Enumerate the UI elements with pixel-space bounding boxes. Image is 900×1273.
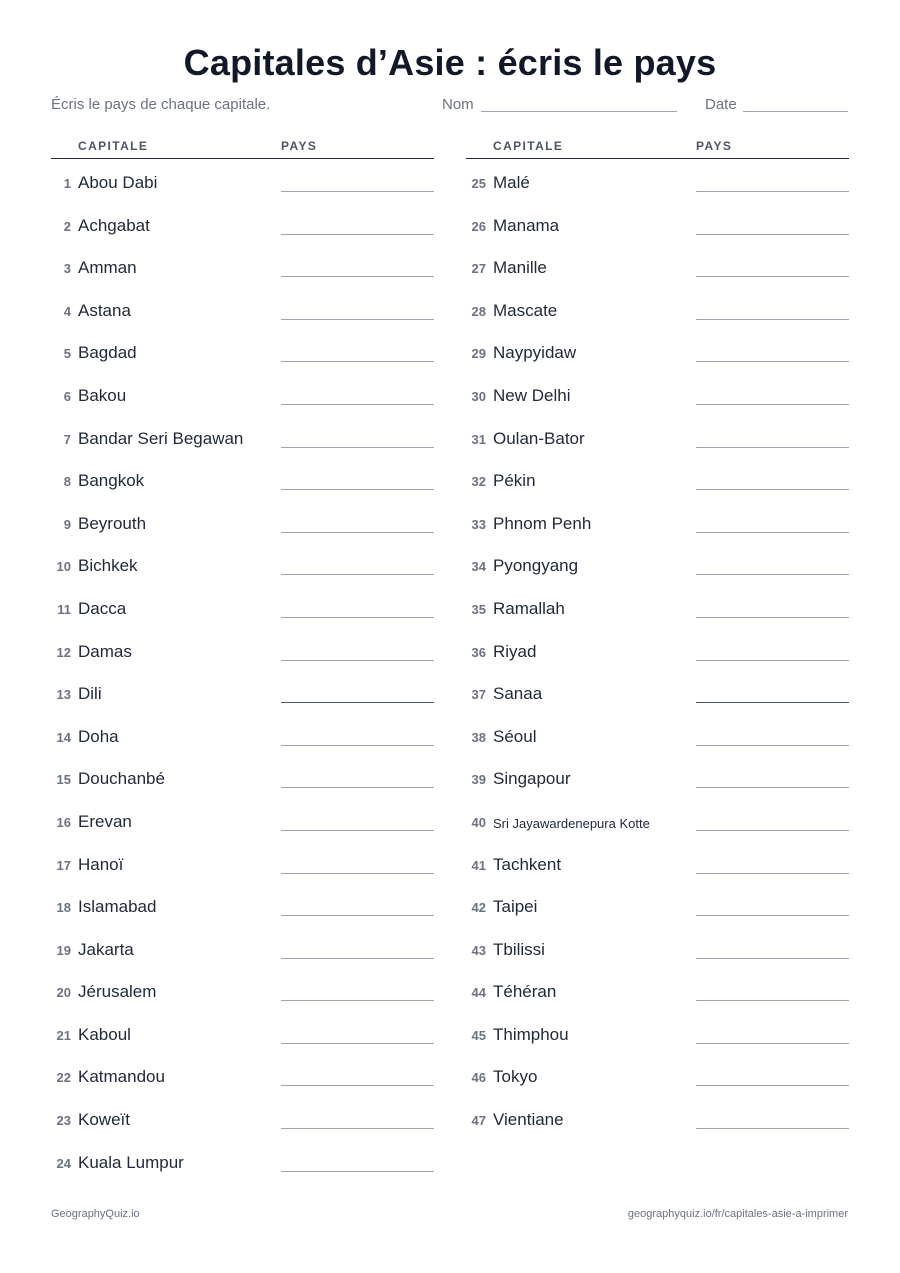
capital-name: Beyrouth [78, 513, 147, 533]
country-answer-field[interactable] [281, 1171, 434, 1172]
list-item [51, 968, 434, 1011]
list-item [51, 202, 434, 245]
item-number: 26 [471, 218, 486, 234]
capital-name: Singapour [493, 769, 571, 789]
item-number: 32 [471, 474, 486, 490]
country-answer-field[interactable] [696, 447, 849, 448]
list-item [51, 798, 434, 841]
list-item [466, 713, 849, 756]
item-number: 33 [471, 516, 486, 532]
list-item [466, 500, 849, 543]
list-item [466, 287, 849, 330]
item-number: 39 [471, 772, 486, 788]
capital-name: Hanoï [78, 854, 124, 874]
item-number: 11 [57, 601, 71, 617]
country-answer-field[interactable] [696, 702, 849, 703]
country-answer-field[interactable] [281, 234, 434, 235]
item-number: 3 [63, 261, 71, 277]
item-number: 34 [471, 559, 486, 575]
item-number: 42 [471, 900, 486, 916]
right-rows [466, 159, 849, 1139]
item-number: 2 [63, 218, 71, 234]
left-rows [51, 159, 434, 1181]
item-number: 5 [63, 346, 71, 362]
country-answer-field[interactable] [696, 660, 849, 661]
capital-name: Achgabat [78, 215, 150, 235]
country-answer-field[interactable] [281, 191, 434, 192]
capital-name: Katmandou [78, 1067, 165, 1087]
item-number: 36 [471, 644, 486, 660]
list-item [51, 1139, 434, 1182]
list-item [466, 244, 849, 287]
item-number: 16 [56, 814, 71, 830]
item-number: 22 [56, 1070, 71, 1086]
list-item [466, 415, 849, 458]
capital-name: Tbilissi [493, 939, 545, 959]
item-number: 7 [63, 431, 71, 447]
item-number: 46 [471, 1070, 486, 1086]
list-item [51, 500, 434, 543]
list-item [51, 713, 434, 756]
name-label: Nom [442, 96, 474, 113]
footer-brand: GeographyQuiz.io [51, 1208, 140, 1220]
item-number: 27 [471, 261, 486, 277]
left-column-header [51, 137, 434, 159]
capital-name: Séoul [493, 726, 537, 746]
right-column-header [466, 137, 849, 159]
capital-name: Dili [78, 684, 102, 704]
country-answer-field[interactable] [696, 873, 849, 874]
item-number: 10 [56, 559, 71, 575]
list-item [51, 372, 434, 415]
country-answer-field[interactable] [696, 574, 849, 575]
instructions-text: Écris le pays de chaque capitale. [51, 96, 271, 113]
country-answer-field[interactable] [696, 1085, 849, 1086]
list-item [466, 372, 849, 415]
item-number: 15 [56, 772, 71, 788]
list-item [51, 1096, 434, 1139]
list-item [466, 202, 849, 245]
capital-name: Tachkent [493, 854, 562, 874]
item-number: 37 [471, 687, 486, 703]
country-answer-field[interactable] [281, 447, 434, 448]
item-number: 8 [63, 474, 71, 490]
capital-column-heading: CAPITALE [493, 139, 564, 153]
list-item [466, 926, 849, 969]
capital-name: Amman [78, 258, 137, 278]
item-number: 35 [471, 601, 486, 617]
country-answer-field[interactable] [281, 745, 434, 746]
capital-name: Manama [493, 215, 560, 235]
capital-name: Dacca [78, 598, 127, 618]
capital-name: Sanaa [493, 684, 543, 704]
item-number: 13 [56, 687, 71, 703]
date-field[interactable] [743, 111, 848, 112]
item-number: 30 [471, 388, 486, 404]
date-label: Date [705, 96, 737, 113]
country-answer-field[interactable] [696, 958, 849, 959]
capital-name: Abou Dabi [78, 173, 158, 192]
country-answer-field[interactable] [696, 234, 849, 235]
capital-name: Doha [78, 726, 119, 746]
list-item [51, 926, 434, 969]
country-answer-field[interactable] [281, 830, 434, 831]
capital-name: Bagdad [78, 343, 137, 363]
country-answer-field[interactable] [696, 276, 849, 277]
country-answer-field[interactable] [696, 404, 849, 405]
item-number: 43 [471, 942, 486, 958]
footer-url: geographyquiz.io/fr/capitales-asie-a-imprimer [627, 1208, 848, 1220]
country-answer-field[interactable] [696, 532, 849, 533]
country-answer-field[interactable] [696, 787, 849, 788]
list-item [466, 542, 849, 585]
capital-name: Thimphou [493, 1024, 569, 1044]
capital-name: New Delhi [493, 385, 571, 405]
list-item [466, 1096, 849, 1139]
list-item [51, 244, 434, 287]
list-item [51, 883, 434, 926]
country-answer-field[interactable] [696, 1128, 849, 1129]
country-answer-field[interactable] [281, 1128, 434, 1129]
capital-name: Bakou [78, 385, 127, 405]
list-item [466, 1011, 849, 1054]
list-item [51, 542, 434, 585]
item-number: 28 [471, 303, 486, 319]
country-answer-field[interactable] [281, 660, 434, 661]
item-number: 21 [56, 1027, 71, 1043]
capital-name: Téhéran [493, 982, 557, 1002]
list-item [51, 1011, 434, 1054]
country-answer-field[interactable] [696, 1043, 849, 1044]
item-number: 17 [56, 857, 71, 873]
list-item [51, 159, 434, 202]
country-answer-field[interactable] [281, 361, 434, 362]
capital-name: Naypyidaw [493, 343, 577, 363]
capital-name: Tokyo [493, 1067, 538, 1087]
item-number: 6 [63, 388, 71, 404]
item-number: 4 [63, 303, 71, 319]
capital-name: Manille [493, 258, 547, 278]
list-item [466, 159, 849, 202]
country-answer-field[interactable] [281, 319, 434, 320]
country-answer-field[interactable] [281, 1085, 434, 1086]
list-item [466, 968, 849, 1011]
capital-name: Kuala Lumpur [78, 1152, 184, 1172]
capital-name: Astana [78, 300, 131, 320]
country-answer-field[interactable] [281, 915, 434, 916]
country-answer-field[interactable] [696, 617, 849, 618]
item-number: 29 [471, 346, 486, 362]
list-item [466, 585, 849, 628]
item-number: 1 [63, 176, 71, 191]
country-answer-field[interactable] [696, 489, 849, 490]
list-item [51, 585, 434, 628]
list-item [466, 670, 849, 713]
country-answer-field[interactable] [281, 532, 434, 533]
capital-name: Riyad [493, 641, 537, 661]
item-number: 9 [63, 516, 71, 532]
capital-name: Vientiane [493, 1110, 564, 1130]
name-field[interactable] [481, 111, 677, 112]
list-item [51, 329, 434, 372]
capital-name: Bandar Seri Begawan [78, 428, 244, 448]
capital-name: Taipei [493, 897, 538, 917]
item-number: 20 [56, 985, 71, 1001]
list-item [466, 883, 849, 926]
capital-name: Islamabad [78, 897, 157, 917]
item-number: 31 [471, 431, 486, 447]
list-item [466, 755, 849, 798]
capital-name: Koweït [78, 1110, 130, 1130]
country-answer-field[interactable] [696, 319, 849, 320]
country-answer-field[interactable] [281, 617, 434, 618]
item-number: 38 [471, 729, 486, 745]
list-item [51, 628, 434, 671]
capital-name: Sri Jayawardenepura Kotte [493, 815, 650, 831]
item-number: 40 [471, 814, 486, 830]
item-number: 19 [56, 942, 71, 958]
country-answer-field[interactable] [696, 745, 849, 746]
capital-name: Kaboul [78, 1024, 131, 1044]
item-number: 45 [471, 1027, 486, 1043]
item-number: 18 [56, 900, 71, 916]
capital-name: Mascate [493, 300, 558, 320]
list-item [51, 755, 434, 798]
item-number: 24 [56, 1155, 71, 1171]
capital-name: Malé [493, 173, 530, 192]
left-column [51, 137, 434, 1181]
capital-name: Ramallah [493, 598, 565, 618]
right-column [466, 137, 849, 1139]
country-answer-field[interactable] [696, 361, 849, 362]
list-item [466, 628, 849, 671]
capital-name: Erevan [78, 811, 132, 831]
list-item [466, 1053, 849, 1096]
country-column-heading: PAYS [696, 139, 733, 153]
list-item [466, 329, 849, 372]
capital-name: Damas [78, 641, 132, 661]
country-answer-field[interactable] [281, 873, 434, 874]
list-item [51, 670, 434, 713]
country-answer-field[interactable] [281, 574, 434, 575]
item-number: 23 [56, 1113, 71, 1129]
item-number: 44 [471, 985, 486, 1001]
capital-column-heading: CAPITALE [78, 139, 149, 153]
country-answer-field[interactable] [281, 1000, 434, 1001]
item-number: 12 [56, 644, 71, 660]
page-title: Capitales d’Asie : écris le pays [183, 42, 717, 83]
list-item [466, 457, 849, 500]
country-answer-field[interactable] [281, 404, 434, 405]
list-item [51, 1053, 434, 1096]
country-answer-field[interactable] [281, 276, 434, 277]
list-item [51, 841, 434, 884]
capital-name: Oulan-Bator [493, 428, 585, 448]
country-answer-field[interactable] [281, 702, 434, 703]
country-answer-field[interactable] [696, 915, 849, 916]
list-item [466, 798, 849, 841]
item-number: 14 [56, 729, 71, 745]
capital-name: Douchanbé [78, 769, 165, 789]
country-answer-field[interactable] [696, 830, 849, 831]
capital-name: Phnom Penh [493, 513, 592, 533]
capital-name: Jakarta [78, 939, 134, 959]
list-item [51, 457, 434, 500]
country-answer-field[interactable] [696, 1000, 849, 1001]
country-answer-field[interactable] [281, 787, 434, 788]
country-answer-field[interactable] [281, 489, 434, 490]
capital-name: Jérusalem [78, 982, 157, 1002]
item-number: 25 [471, 176, 486, 191]
item-number: 47 [471, 1113, 486, 1129]
country-answer-field[interactable] [281, 1043, 434, 1044]
country-answer-field[interactable] [696, 191, 849, 192]
capital-name: Bangkok [78, 471, 145, 491]
country-column-heading: PAYS [281, 139, 318, 153]
capital-name: Pyongyang [493, 556, 579, 576]
capital-name: Pékin [493, 471, 536, 491]
country-answer-field[interactable] [281, 958, 434, 959]
item-number: 41 [471, 857, 486, 873]
list-item [466, 841, 849, 884]
list-item [51, 415, 434, 458]
capital-name: Bichkek [78, 556, 138, 576]
list-item [51, 287, 434, 330]
